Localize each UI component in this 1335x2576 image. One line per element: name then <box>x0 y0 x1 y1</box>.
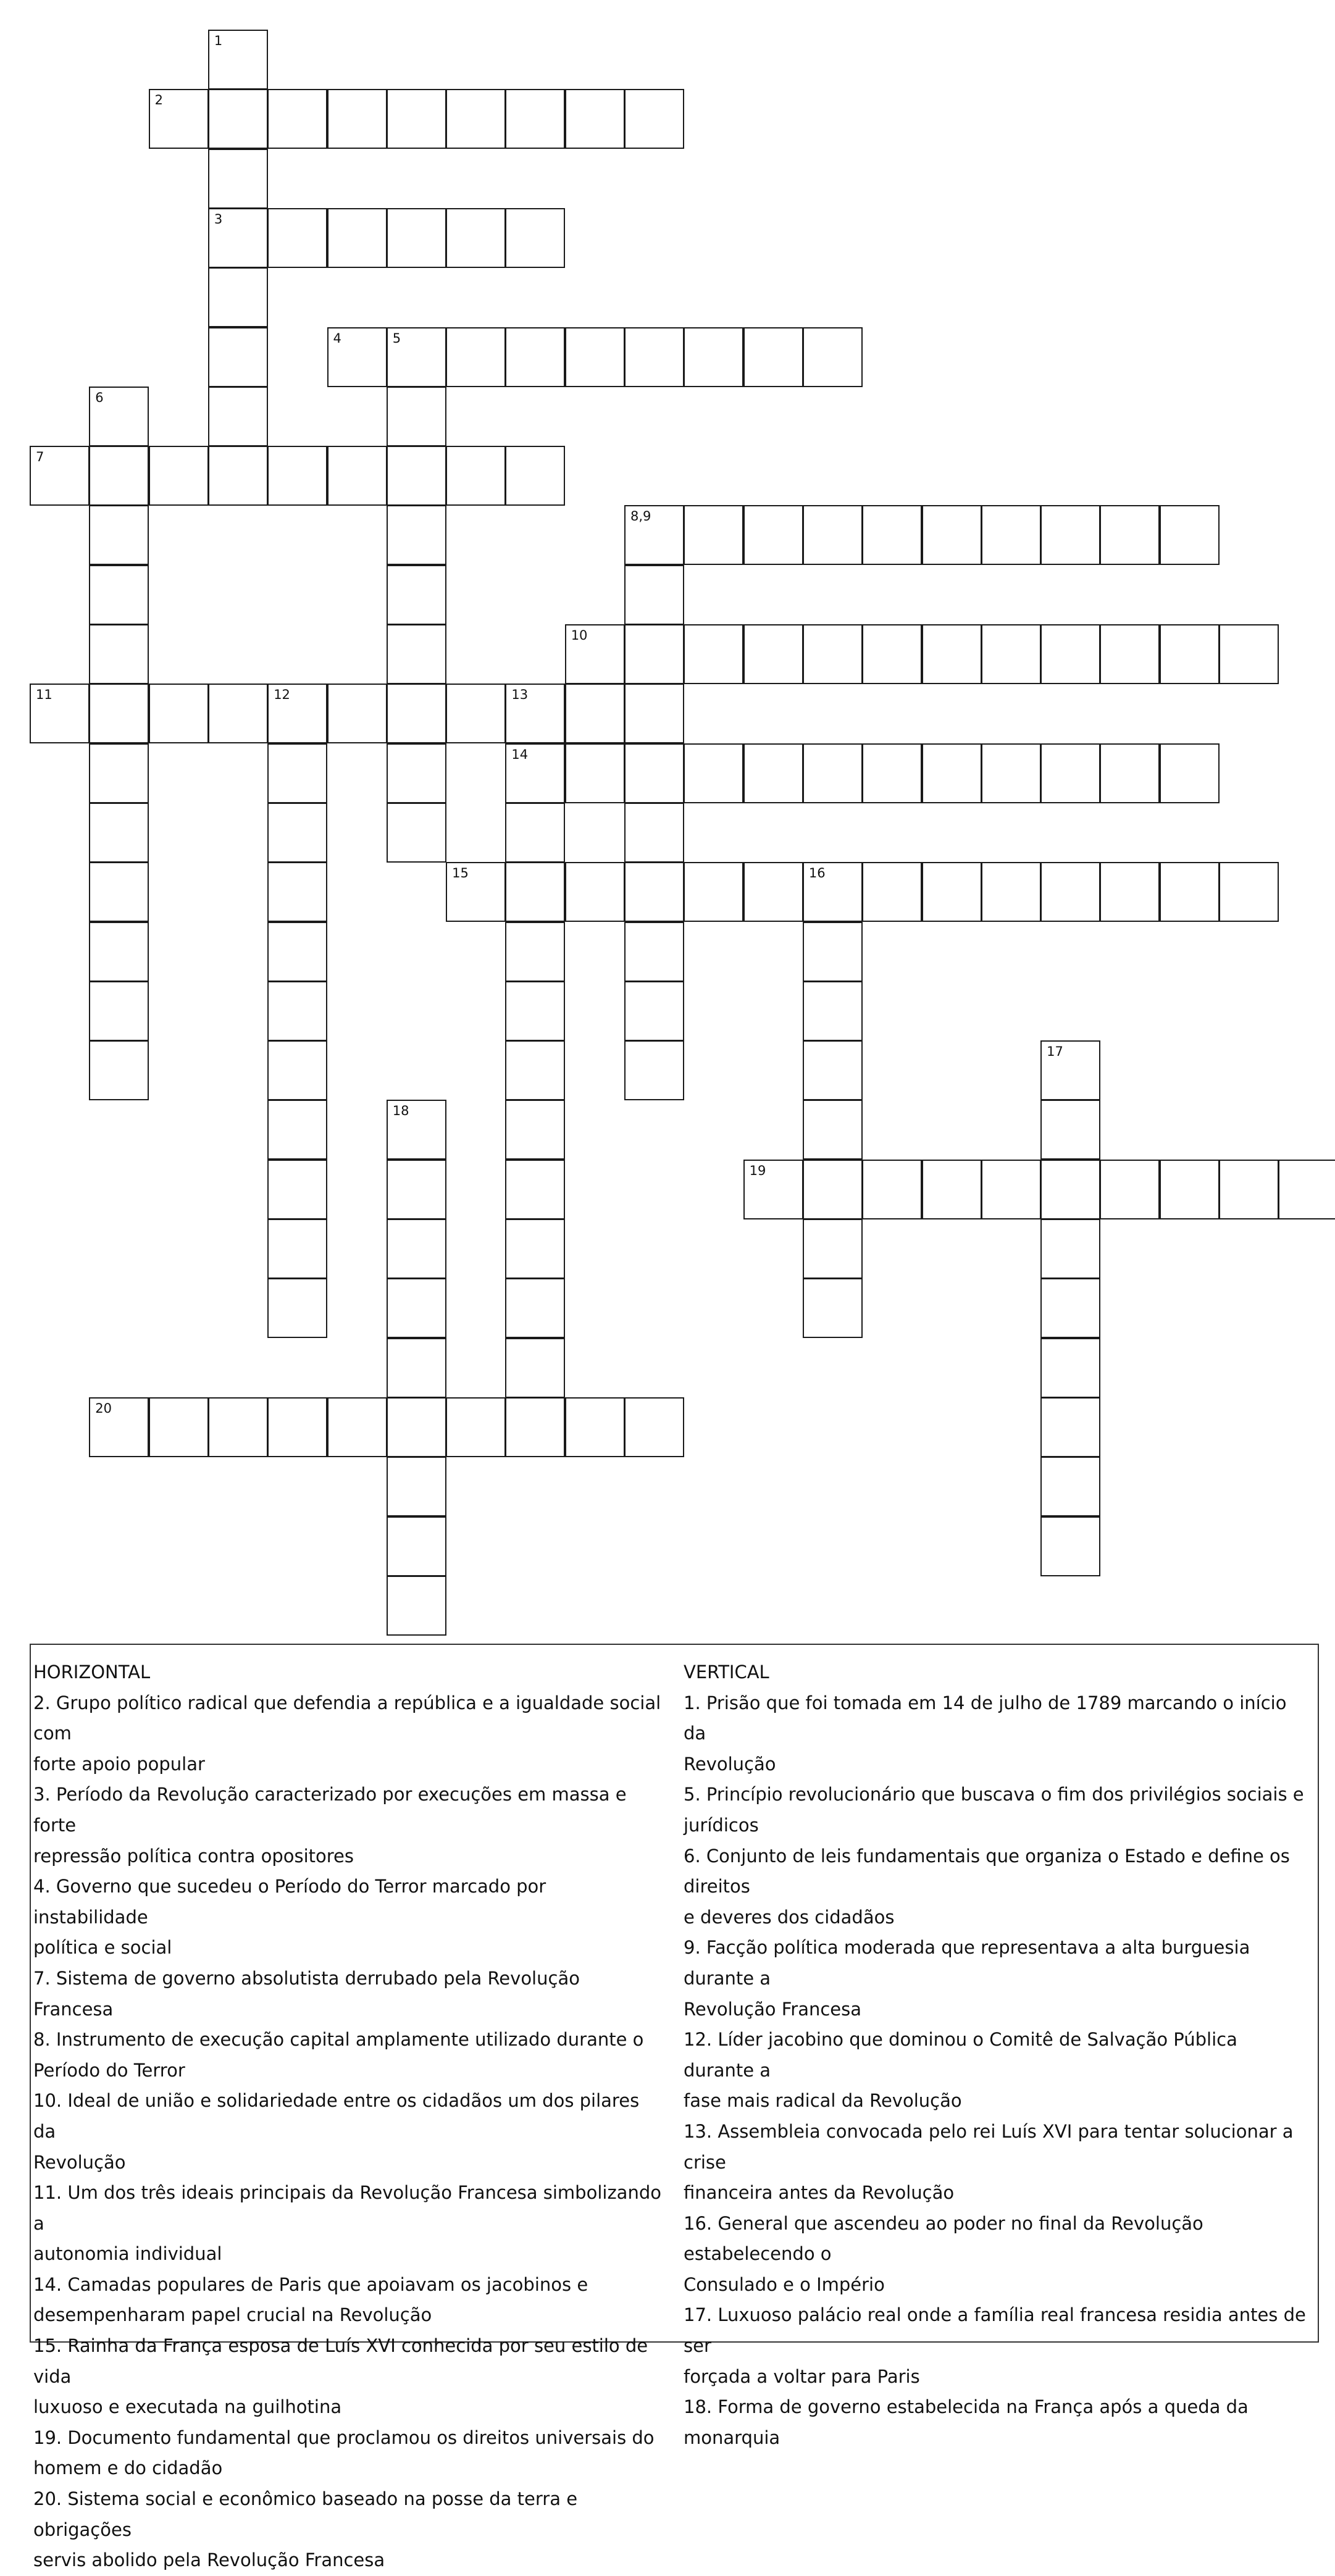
grid-cell[interactable] <box>267 922 327 982</box>
grid-cell[interactable] <box>1100 1160 1160 1219</box>
grid-cell[interactable] <box>505 981 565 1041</box>
grid-cell[interactable] <box>1278 1160 1335 1219</box>
clue-number: 10 <box>571 628 588 643</box>
grid-cell[interactable] <box>1219 624 1279 684</box>
grid-cell[interactable] <box>684 505 743 565</box>
vertical-clue-list <box>684 1688 1313 2454</box>
grid-cell[interactable] <box>743 862 803 922</box>
grid-cell[interactable] <box>743 327 803 387</box>
grid-cell[interactable] <box>89 1040 149 1100</box>
grid-cell[interactable] <box>565 327 625 387</box>
clue-line: 13. Assembleia convocada pelo rei Luís XVI para tentar solucionar a crise <box>684 2120 1294 2173</box>
grid-cell[interactable] <box>208 1397 268 1457</box>
clue-number: 14 <box>511 746 529 762</box>
grid-cell[interactable] <box>387 1516 446 1576</box>
grid-cell[interactable] <box>387 624 446 684</box>
grid-cell[interactable] <box>624 684 684 743</box>
grid-cell[interactable] <box>446 89 506 149</box>
grid-cell[interactable] <box>624 89 684 149</box>
grid-cell[interactable] <box>327 327 387 387</box>
grid-cell[interactable] <box>743 505 803 565</box>
clue-line: Revolução <box>33 2151 126 2173</box>
grid-cell[interactable] <box>922 624 982 684</box>
clue-line: 1. Prisão que foi tomada em 14 de julho de 1789 marcando o início da <box>684 1692 1287 1744</box>
grid-cell[interactable] <box>803 1100 863 1160</box>
grid-cell[interactable] <box>267 684 327 743</box>
grid-cell[interactable] <box>624 327 684 387</box>
grid-cell[interactable] <box>1040 1516 1100 1576</box>
clue-line: 18. Forma de governo estabelecida na França após a queda da monarquia <box>684 2396 1249 2448</box>
grid-cell[interactable] <box>624 1040 684 1100</box>
grid-cell[interactable] <box>624 862 684 922</box>
grid-cell[interactable] <box>803 624 863 684</box>
grid-cell[interactable] <box>208 89 268 149</box>
grid-cell[interactable] <box>267 803 327 863</box>
clue-number: 2 <box>154 93 163 108</box>
clue-line: 3. Período da Revolução caracterizado por execuções em massa e forte <box>33 1784 627 1836</box>
grid-cell[interactable] <box>1160 624 1220 684</box>
clue-line: repressão política contra opositores <box>33 1845 354 1867</box>
grid-cell[interactable] <box>624 624 684 684</box>
grid-cell[interactable] <box>803 981 863 1041</box>
clue-line: desempenharam papel crucial na Revolução <box>33 2304 432 2326</box>
grid-cell[interactable] <box>267 1040 327 1100</box>
clue-line: 20. Sistema social e econômico baseado na posse da terra e obrigações <box>33 2488 578 2540</box>
grid-cell[interactable] <box>446 208 506 268</box>
clue-number: 4 <box>333 330 341 346</box>
grid-cell[interactable] <box>505 1100 565 1160</box>
grid-cell[interactable] <box>267 862 327 922</box>
grid-cell[interactable] <box>267 981 327 1041</box>
grid-cell[interactable] <box>1160 1160 1220 1219</box>
clue-line: 9. Facção política moderada que representava a alta burguesia durante a <box>684 1937 1250 1989</box>
grid-cell[interactable] <box>505 208 565 268</box>
grid-cell[interactable] <box>446 862 506 922</box>
vertical-clues <box>684 1657 1313 2453</box>
grid-cell[interactable] <box>387 1160 446 1219</box>
clue-line: jurídicos <box>684 1814 759 1836</box>
grid-cell[interactable] <box>267 1278 327 1338</box>
grid-cell[interactable] <box>267 743 327 803</box>
grid-cell[interactable] <box>505 1219 565 1279</box>
grid-cell[interactable] <box>1040 1278 1100 1338</box>
grid-cell[interactable] <box>743 743 803 803</box>
clue-line: 19. Documento fundamental que proclamou os direitos universais do <box>33 2427 655 2448</box>
grid-cell[interactable] <box>803 1278 863 1338</box>
grid-cell[interactable] <box>1100 505 1160 565</box>
grid-cell[interactable] <box>981 862 1041 922</box>
grid-cell[interactable] <box>1040 624 1100 684</box>
grid-cell[interactable] <box>862 505 922 565</box>
grid-cell[interactable] <box>505 1397 565 1457</box>
grid-cell[interactable] <box>267 208 327 268</box>
grid-cell[interactable] <box>981 743 1041 803</box>
clue-line: forte apoio popular <box>33 1753 205 1775</box>
clue-number: 17 <box>1047 1044 1063 1060</box>
grid-cell[interactable] <box>387 89 446 149</box>
grid-cell[interactable] <box>862 743 922 803</box>
grid-cell[interactable] <box>387 1457 446 1516</box>
grid-cell[interactable] <box>446 1397 506 1457</box>
grid-cell[interactable] <box>89 684 149 743</box>
grid-cell[interactable] <box>803 743 863 803</box>
grid-cell[interactable] <box>387 208 446 268</box>
clue-number: 5 <box>392 330 401 346</box>
grid-cell[interactable] <box>922 862 982 922</box>
grid-cell[interactable] <box>505 446 565 506</box>
grid-cell[interactable] <box>387 1397 446 1457</box>
grid-cell[interactable] <box>208 267 268 327</box>
grid-cell[interactable] <box>267 1397 327 1457</box>
clue-line: 12. Líder jacobino que dominou o Comitê de Salvação Pública durante a <box>684 2029 1237 2081</box>
grid-cell[interactable] <box>327 89 387 149</box>
clue-number: 13 <box>511 687 529 703</box>
grid-cell[interactable] <box>505 922 565 982</box>
grid-cell[interactable] <box>446 446 506 506</box>
clue-number: 18 <box>392 1103 409 1119</box>
clue-line: fase mais radical da Revolução <box>684 2090 962 2112</box>
clue-line: servis abolido pela Revolução Francesa <box>33 2549 385 2571</box>
grid-cell[interactable] <box>89 1397 149 1457</box>
grid-cell[interactable] <box>89 743 149 803</box>
grid-cell[interactable] <box>208 208 268 268</box>
grid-cell[interactable] <box>505 1338 565 1398</box>
clue-line: Período do Terror <box>33 2059 185 2081</box>
grid-cell[interactable] <box>803 922 863 982</box>
clue-line: 5. Princípio revolucionário que buscava o fim dos privilégios sociais e <box>684 1784 1304 1805</box>
grid-cell[interactable] <box>1219 862 1279 922</box>
grid-cell[interactable] <box>1160 505 1220 565</box>
grid-cell[interactable] <box>624 1397 684 1457</box>
grid-cell[interactable] <box>565 684 625 743</box>
grid-cell[interactable] <box>1160 743 1220 803</box>
grid-cell[interactable] <box>743 1160 803 1219</box>
grid-cell[interactable] <box>505 743 565 803</box>
horizontal-clues <box>33 1657 663 2576</box>
grid-cell[interactable] <box>446 684 506 743</box>
grid-cell[interactable] <box>208 684 268 743</box>
grid-cell[interactable] <box>803 862 863 922</box>
horizontal-title: HORIZONTAL <box>33 1662 151 1683</box>
grid-cell[interactable] <box>803 1219 863 1279</box>
grid-cell[interactable] <box>684 743 743 803</box>
grid-cell[interactable] <box>208 327 268 387</box>
grid-cell[interactable] <box>505 89 565 149</box>
clue-number: 20 <box>95 1400 112 1416</box>
clue-line: financeira antes da Revolução <box>684 2182 955 2204</box>
grid-cell[interactable] <box>387 743 446 803</box>
horizontal-clue-list <box>33 1688 663 2576</box>
grid-cell[interactable] <box>981 1160 1041 1219</box>
clue-line: 15. Rainha da França esposa de Luís XVI conhecida por seu estilo de vida <box>33 2335 648 2387</box>
grid-cell[interactable] <box>565 89 625 149</box>
clue-line: 2. Grupo político radical que defendia a república e a igualdade social com <box>33 1692 661 1744</box>
grid-cell[interactable] <box>387 1338 446 1398</box>
grid-cell[interactable] <box>387 1219 446 1279</box>
grid-cell[interactable] <box>1040 1040 1100 1100</box>
grid-cell[interactable] <box>922 743 982 803</box>
clue-line: e deveres dos cidadãos <box>684 1906 895 1928</box>
grid-cell[interactable] <box>565 743 625 803</box>
grid-cell[interactable] <box>208 446 268 506</box>
grid-cell[interactable] <box>1040 1160 1100 1219</box>
grid-cell[interactable] <box>862 1160 922 1219</box>
clue-line: Revolução <box>684 1753 776 1775</box>
grid-cell[interactable] <box>387 505 446 565</box>
grid-cell[interactable] <box>149 684 209 743</box>
clue-number: 8,9 <box>630 509 651 524</box>
grid-cell[interactable] <box>1100 743 1160 803</box>
clue-line: 7. Sistema de governo absolutista derrubado pela Revolução Francesa <box>33 1967 580 2020</box>
grid-cell[interactable] <box>1040 1338 1100 1398</box>
grid-cell[interactable] <box>327 446 387 506</box>
clue-number: 6 <box>95 390 104 405</box>
grid-cell[interactable] <box>89 565 149 625</box>
grid-cell[interactable] <box>922 1160 982 1219</box>
grid-cell[interactable] <box>208 30 268 90</box>
grid-cell[interactable] <box>565 862 625 922</box>
grid-cell[interactable] <box>267 89 327 149</box>
grid-cell[interactable] <box>89 387 149 446</box>
grid-cell[interactable] <box>208 387 268 446</box>
clue-number: 3 <box>214 211 223 227</box>
grid-cell[interactable] <box>981 624 1041 684</box>
grid-cell[interactable] <box>803 327 863 387</box>
grid-cell[interactable] <box>1160 862 1220 922</box>
grid-cell[interactable] <box>387 803 446 863</box>
grid-cell[interactable] <box>505 1040 565 1100</box>
grid-cell[interactable] <box>89 862 149 922</box>
grid-cell[interactable] <box>981 505 1041 565</box>
grid-cell[interactable] <box>624 981 684 1041</box>
grid-cell[interactable] <box>684 624 743 684</box>
grid-cell[interactable] <box>446 327 506 387</box>
grid-cell[interactable] <box>149 1397 209 1457</box>
grid-cell[interactable] <box>387 327 446 387</box>
grid-cell[interactable] <box>1040 1219 1100 1279</box>
clue-line: homem e do cidadão <box>33 2457 223 2479</box>
grid-cell[interactable] <box>505 1160 565 1219</box>
grid-cell[interactable] <box>1040 1397 1100 1457</box>
grid-cell[interactable] <box>803 505 863 565</box>
grid-cell[interactable] <box>624 743 684 803</box>
grid-cell[interactable] <box>1100 862 1160 922</box>
grid-cell[interactable] <box>1219 1160 1279 1219</box>
grid-cell[interactable] <box>505 803 565 863</box>
grid-cell[interactable] <box>208 149 268 209</box>
clue-line: forçada a voltar para Paris <box>684 2365 920 2387</box>
grid-cell[interactable] <box>684 862 743 922</box>
grid-cell[interactable] <box>89 922 149 982</box>
grid-cell[interactable] <box>89 505 149 565</box>
clue-line: política e social <box>33 1937 172 1959</box>
grid-cell[interactable] <box>267 446 327 506</box>
grid-cell[interactable] <box>624 505 684 565</box>
grid-cell[interactable] <box>387 387 446 446</box>
grid-cell[interactable] <box>267 1219 327 1279</box>
grid-cell[interactable] <box>267 1100 327 1160</box>
clue-number: 7 <box>36 450 44 465</box>
grid-cell[interactable] <box>565 624 625 684</box>
grid-cell[interactable] <box>149 446 209 506</box>
grid-cell[interactable] <box>862 624 922 684</box>
grid-cell[interactable] <box>862 862 922 922</box>
clue-line: 4. Governo que sucedeu o Período do Terror marcado por instabilidade <box>33 1876 546 1928</box>
grid-cell[interactable] <box>1100 624 1160 684</box>
grid-cell[interactable] <box>1040 743 1100 803</box>
clue-line: 14. Camadas populares de Paris que apoiavam os jacobinos e <box>33 2273 588 2295</box>
grid-cell[interactable] <box>684 327 743 387</box>
grid-cell[interactable] <box>624 803 684 863</box>
grid-cell[interactable] <box>803 1160 863 1219</box>
clue-number: 19 <box>749 1163 766 1178</box>
grid-cell[interactable] <box>387 565 446 625</box>
grid-cell[interactable] <box>624 922 684 982</box>
grid-cell[interactable] <box>89 624 149 684</box>
grid-cell[interactable] <box>30 684 90 743</box>
grid-cell[interactable] <box>1040 505 1100 565</box>
clue-line: 11. Um dos três ideais principais da Revolução Francesa simbolizando a <box>33 2182 661 2234</box>
grid-cell[interactable] <box>1040 862 1100 922</box>
vertical-title: VERTICAL <box>684 1662 769 1683</box>
grid-cell[interactable] <box>624 565 684 625</box>
grid-cell[interactable] <box>149 89 209 149</box>
clue-line: 17. Luxuoso palácio real onde a família real francesa residia antes de ser <box>684 2304 1306 2357</box>
clue-line: 10. Ideal de união e solidariedade entre os cidadãos um dos pilares da <box>33 2090 640 2142</box>
grid-cell[interactable] <box>387 1100 446 1160</box>
clue-line: 8. Instrumento de execução capital amplamente utilizado durante o <box>33 2029 644 2051</box>
clue-line: Revolução Francesa <box>684 1998 862 2020</box>
clue-line: Consulado e o Império <box>684 2273 885 2295</box>
grid-cell[interactable] <box>505 1278 565 1338</box>
clues-box <box>30 1644 1319 2571</box>
grid-cell[interactable] <box>89 803 149 863</box>
grid-cell[interactable] <box>387 684 446 743</box>
clue-number: 15 <box>452 866 469 881</box>
clue-line: autonomia individual <box>33 2243 222 2265</box>
grid-cell[interactable] <box>89 981 149 1041</box>
clue-number: 1 <box>214 33 223 48</box>
grid-cell[interactable] <box>803 1040 863 1100</box>
grid-cell[interactable] <box>743 624 803 684</box>
grid-cell[interactable] <box>565 1397 625 1457</box>
clue-number: 16 <box>808 866 826 881</box>
clue-line: 6. Conjunto de leis fundamentais que organiza o Estado e define os direitos <box>684 1845 1290 1897</box>
grid-cell[interactable] <box>505 862 565 922</box>
grid-cell[interactable] <box>267 1160 327 1219</box>
grid-cell[interactable] <box>327 208 387 268</box>
clue-line: luxuoso e executada na guilhotina <box>33 2396 342 2418</box>
grid-cell[interactable] <box>505 684 565 743</box>
grid-cell[interactable] <box>922 505 982 565</box>
grid-cell[interactable] <box>505 327 565 387</box>
grid-cell[interactable] <box>30 446 90 506</box>
grid-cell[interactable] <box>327 684 387 743</box>
grid-cell[interactable] <box>387 446 446 506</box>
grid-cell[interactable] <box>387 1576 446 1636</box>
grid-cell[interactable] <box>89 446 149 506</box>
clue-line: 16. General que ascendeu ao poder no final da Revolução estabelecendo o <box>684 2212 1203 2265</box>
grid-cell[interactable] <box>387 1278 446 1338</box>
grid-cell[interactable] <box>327 1397 387 1457</box>
grid-cell[interactable] <box>1040 1457 1100 1516</box>
clue-number: 12 <box>274 687 290 703</box>
clue-number: 11 <box>36 687 52 703</box>
grid-cell[interactable] <box>1040 1100 1100 1160</box>
